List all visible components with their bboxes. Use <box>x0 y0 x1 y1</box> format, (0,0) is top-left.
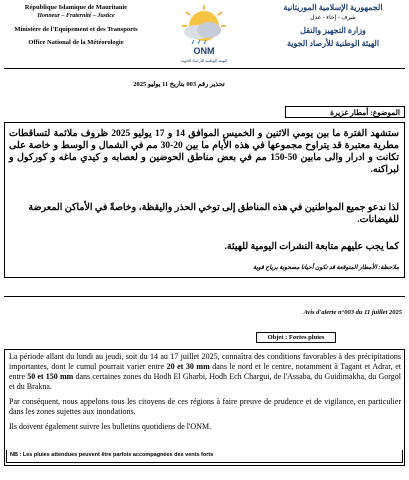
range-north: 20 et 30 mm <box>166 362 210 371</box>
onm-logo <box>176 2 232 58</box>
header-french <box>6 3 146 47</box>
motto-fr: Honneur – Fraternité – Justice <box>37 13 115 19</box>
arabic-paragraph-3: كما يجب عليهم متابعة النشرات اليومية للهيئة. <box>224 242 399 252</box>
french-body <box>9 352 401 437</box>
french-reference: Avis d'alerte n°003 du 11 juillet 2025 <box>303 309 402 316</box>
ministry-ar: وزارة التجهيز والنقل <box>300 26 366 35</box>
french-paragraph-2: Par conséquent, nous appelons tous les citoyens de ces régions à faire preuve de prudence et de vigilance, en particulier dans les zones sujettes aux inondations. <box>9 397 401 416</box>
onm-logo-text: ONM <box>193 46 215 56</box>
office-ar: الهيئة الوطنية للأرصاد الجوية <box>286 39 380 48</box>
french-note: NB : Les pluies attendues peuvent être parfois accompagnées des vents forts <box>10 452 214 458</box>
onm-logo-icon <box>176 2 232 58</box>
country-name-fr: République Islamique de Mauritanie <box>24 4 128 11</box>
section-divider <box>4 296 405 297</box>
arabic-paragraph-2: لذا ندعو جميع المواطنين في هذه المناطق إلى توخي الحذر واليقظة، وخاصةً في الأماكن المعرضة للفيضانات. <box>28 203 399 225</box>
french-object: Objet : Fortes pluies <box>256 332 336 343</box>
french-paragraph-3: Ils doivent également suivre les bulletins quotidiens de l'ONM. <box>9 422 212 431</box>
french-paragraph-1: La période allant du lundi au jeudi, soit du 14 au 17 juillet 2025, connaîtra des conditions favorables à des précipitations importantes, dont le cumul pourrait varier entre 20 et 30 mm dans le nord et le centre, notamment à Tagant et Adrar, et entre 50 et 150 mm dans certaines zones du Hodh El Gharbi, Hodh Ech Chargui, de l'Assaba, du Guidimakha, du Gorgol et du Brakna. <box>9 352 401 391</box>
header-arabic <box>263 3 403 49</box>
arabic-reference: تحذير رقم 003 بتاريخ 11 يوليو 2025 <box>133 81 225 88</box>
motto-ar: شرف - إخاء - عدل <box>310 15 356 21</box>
arabic-subject: الموضوع: أمطار غزيرة <box>285 106 405 118</box>
country-name-ar: الجمهورية الإسلامية الموريتانية <box>283 3 383 12</box>
arabic-paragraph-1: ستشهد الفترة ما بين يومي الاثنين و الخميس الموافق 14 و 17 يوليو 2025 ظروف ملائمة لتساقطات مطرية معتبرة قد يتراوح مجموعها في هذه الأيام ما بين 20-30 مم في الشمال و الوسط و خاصة على تكانت و ادرار والى مابين 50-150 مم في بعض مناطق الحوضين و لعصابه و كيدي ماغه و كوركول و لبراكنه. <box>9 129 400 175</box>
arabic-note: ملاحظة: الأمطار المتوقعة قد تكون أحيانا مصحوبة برياح قوية <box>253 265 399 271</box>
ministry-fr: Ministère de l'Equipement et des Transports <box>14 26 138 33</box>
header-divider <box>4 68 405 69</box>
office-fr: Office National de la Météorologie <box>28 39 124 46</box>
logo-caption: الهيئة الوطنية للأرصاد الجوية <box>180 58 228 63</box>
range-south: 50 et 150 mm <box>27 372 74 381</box>
